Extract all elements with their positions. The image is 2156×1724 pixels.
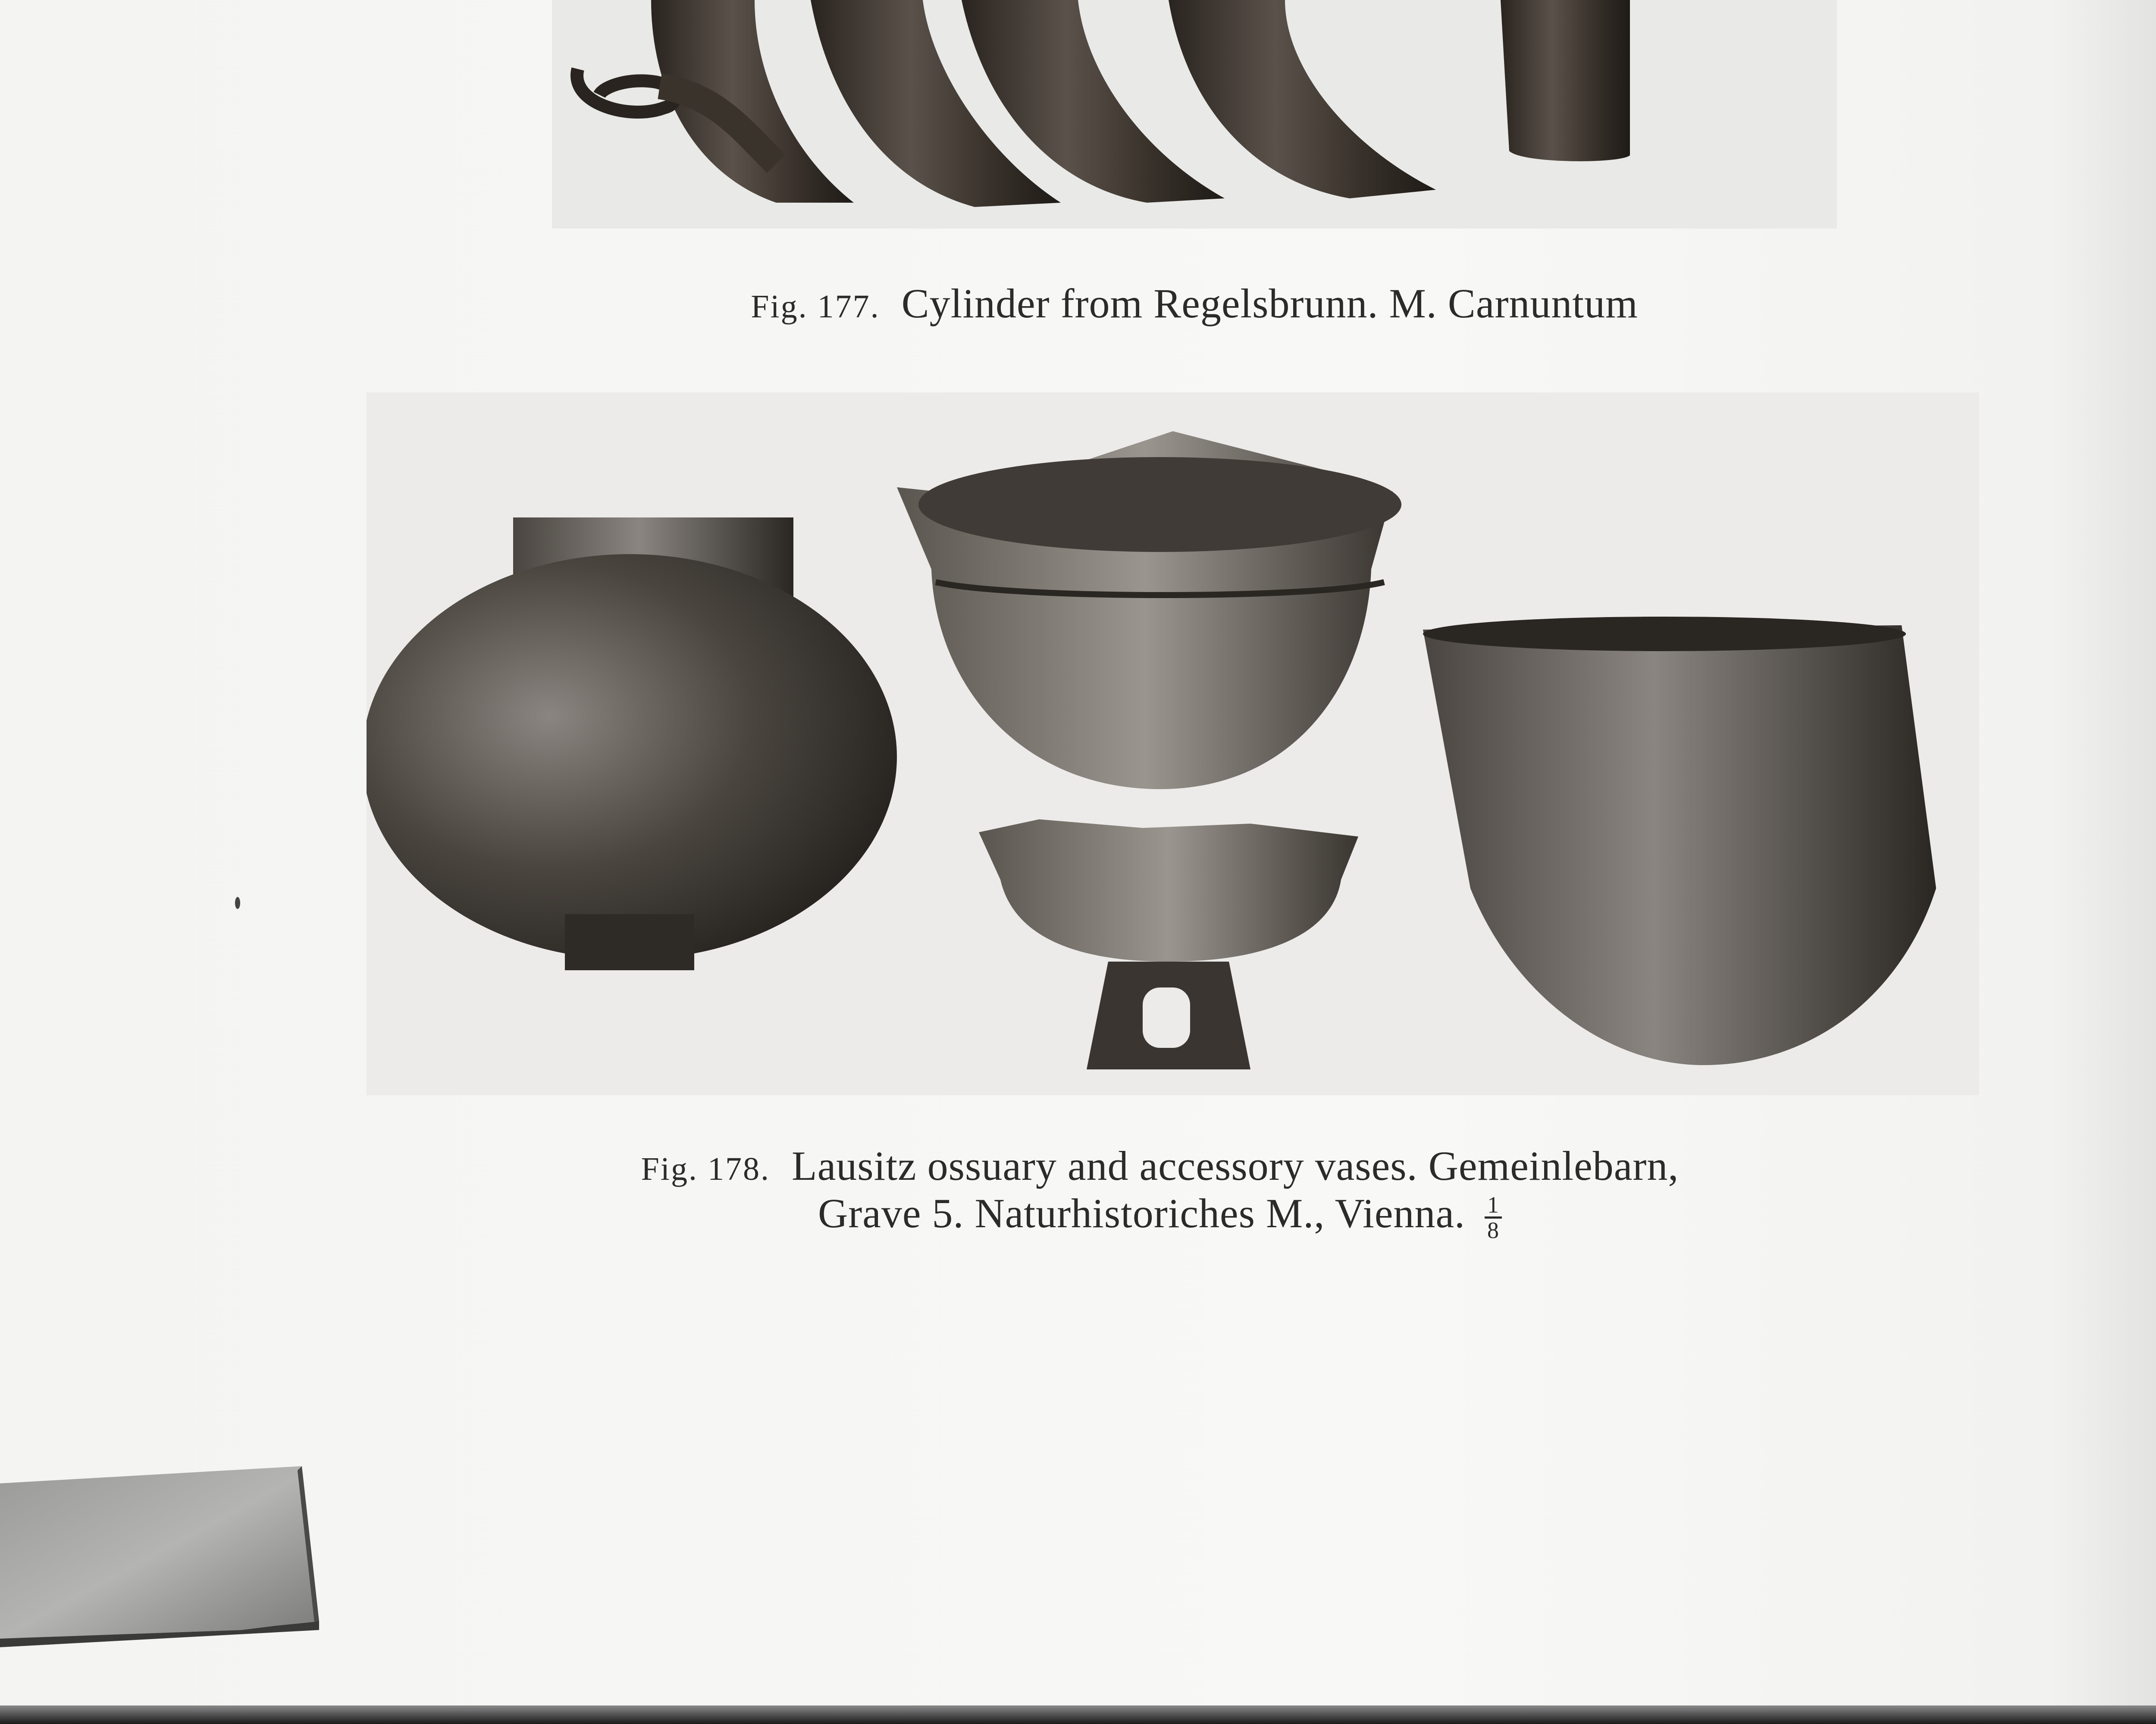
fig178-photo-lausitz-vases bbox=[367, 392, 1979, 1095]
fig177-caption-text: Cylinder from Regelsbrunn. M. Carnuntum bbox=[901, 280, 1638, 326]
fig177-label: Fig. 177. bbox=[751, 288, 880, 325]
fig178-scale-numerator: 1 bbox=[1485, 1193, 1502, 1219]
fig177-photo-spiral-cylinder bbox=[552, 0, 1837, 229]
wooden-clip bbox=[0, 1466, 323, 1652]
dust-speck bbox=[235, 897, 240, 909]
fig178-caption-line-1 bbox=[466, 1143, 1854, 1192]
fig178-caption-line-2 bbox=[466, 1190, 1854, 1242]
fig178-scale-denominator: 8 bbox=[1487, 1217, 1500, 1244]
page-bottom-edge bbox=[0, 1705, 2156, 1724]
fig177-caption bbox=[509, 280, 1880, 330]
fig178-caption-text-1: Lausitz ossuary and accessory vases. Gemeinlebarn, bbox=[792, 1143, 1679, 1189]
fig178-label: Fig. 178. bbox=[641, 1151, 771, 1187]
fig178-caption-text-2: Grave 5. Naturhistoriches M., Vienna. bbox=[818, 1190, 1466, 1236]
fig178-scale-fraction bbox=[1485, 1193, 1502, 1242]
